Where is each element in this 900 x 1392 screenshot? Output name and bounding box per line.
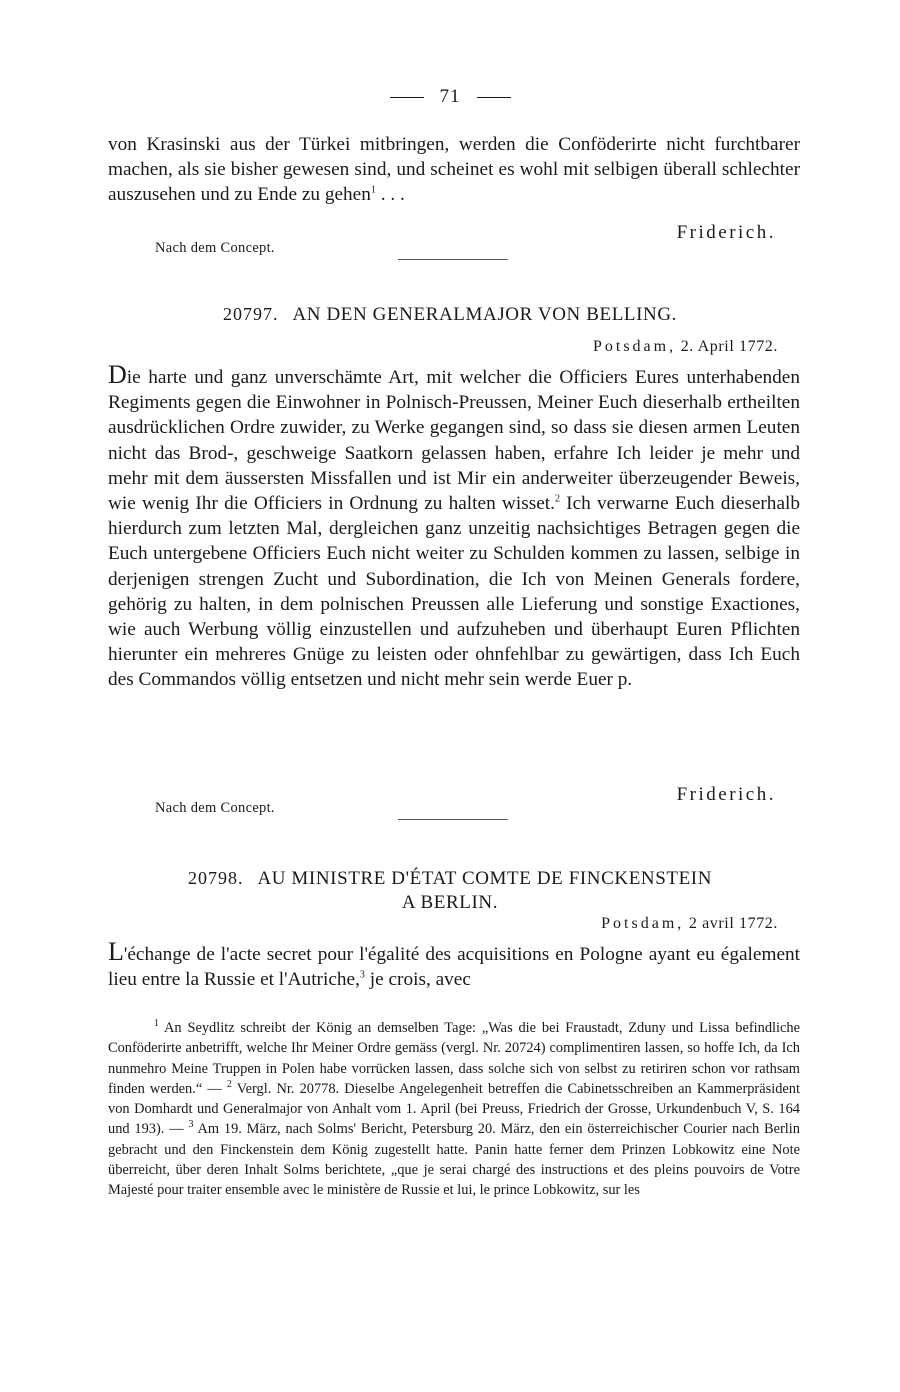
page-number-value: 71: [439, 86, 461, 107]
source-note-2: Nach dem Concept.: [155, 800, 275, 816]
dateline-date-20797: 2. April 1772.: [680, 338, 778, 355]
footnotes: [108, 1018, 800, 1201]
footnote-mark-3: 3: [188, 1119, 194, 1131]
dropcap-20797: D: [108, 360, 127, 389]
footnote-ref-1: 1: [370, 184, 376, 196]
continued-paragraph-text: von Krasinski aus der Türkei mitbringen, werden die Conföderirte nicht furchtbarer machen, als sie bisher gewesen sind, und scheinet es wohl mit selbigen überall schlechter auszusehen und zu Ende zu gehen: [108, 134, 800, 206]
separator-rule-2: [398, 819, 508, 820]
continued-paragraph: [108, 132, 800, 208]
footnote-text-1: An Seydlitz schreibt der König an demselben Tage: „Was die bei Fraustadt, Zduny und Lissa befindliche Conföderirte anbetrifft, welche Ihr Meiner Ordre gemäss (vergl. Nr. 20724) complimentiren lassen, so hoffe Ich, da Ich nunmehro Meine Truppen in Polen habe vorrücken lassen, dass solche sich von selbst zu retiriren schon vor rathsam finden werden.“ —: [108, 1020, 800, 1097]
footnote-text-2: Vergl. Nr. 20778. Dieselbe Angelegenheit betreffen die Cabinetsschreiben an Kammerpräsident von Domhardt und Generalmajor von Anhalt vom 1. April (bei Preuss, Friedrich der Grosse, Urkundenbuch V, S. 164 und 193). —: [108, 1080, 800, 1138]
dateline-place-20797: Potsdam,: [592, 338, 677, 355]
page-number: [0, 86, 900, 108]
letter-body-20798-part-2: je crois, avec: [369, 969, 471, 991]
footnote-mark-1: 1: [154, 1018, 159, 1030]
source-note-1: Nach dem Concept.: [155, 240, 275, 256]
letter-addressee-20798-line-1: AU MINISTRE D'ÉTAT COMTE DE FINCKENSTEIN: [257, 868, 713, 889]
footnote-mark-2: 2: [226, 1079, 232, 1091]
footnote-ref-3: 3: [359, 969, 365, 981]
letter-body-20798-part-1: 'échange de l'acte secret pour l'égalité des acquisitions en Pologne ayant eu également lieu entre la Russie et l'Autriche,: [108, 944, 800, 991]
dateline-20798: [601, 915, 778, 933]
signature-2: Friderich.: [676, 784, 776, 805]
separator-rule-1: [398, 259, 508, 260]
letter-heading-20797: [0, 304, 900, 326]
letter-body-20797: [108, 360, 800, 693]
footnote-text-3: Am 19. März, nach Solms' Bericht, Petersburg 20. März, den ein österreichischer Courier nach Berlin gebracht und den Finckenstein dem König zugestellt hatte. Panin hatte ferner dem Prinzen Lobkowitz eine Note überreicht, über deren Inhalt Solms berichtete, „que je serai chargé des instructions et des pleins pouvoirs de Votre Majesté pour traiter ensemble avec le ministère de Russie et lui, le prince Lobkowitz, sur les: [108, 1121, 800, 1199]
letter-heading-20798: [0, 868, 900, 890]
signature-1: Friderich.: [676, 222, 776, 243]
letter-heading-20798-line-2: [0, 892, 900, 914]
dateline-place-20798: Potsdam,: [601, 915, 685, 932]
letter-body-20798: [108, 937, 800, 992]
letter-body-20797-part-1: ie harte und ganz unverschämte Art, mit welcher die Officiers Eures unterhabenden Regiments gegen die Einwohner in Polnisch-Preussen, Meiner Euch dieserhalb ertheilten ausdrücklichen Ordre zuwider, zu Werke gegangen sind, so dass sie diesen armen Leuten nicht das Brod-, geschweige Saatkorn gelassen haben, erfahre Ich leider je mehr und mehr mit dem äussersten Missfallen und ist Mir ein anderweiter überzeugender Beweis, wie wenig Ihr die Officiers in Ordnung zu halten wisset.: [108, 367, 800, 515]
letter-number-20797: 20797.: [222, 304, 279, 324]
ellipsis: . . .: [380, 184, 405, 206]
page-number-dash-right: [477, 97, 511, 98]
letter-addressee-20797: AN DEN GENERALMAJOR VON BELLING.: [292, 304, 678, 325]
letter-number-20798: 20798.: [187, 868, 244, 888]
page-number-dash-left: [390, 97, 424, 98]
letter-addressee-20798-line-2: A BERLIN.: [401, 892, 499, 913]
dateline-date-20798: 2 avril 1772.: [688, 915, 778, 932]
dateline-20797: [593, 338, 778, 356]
dropcap-20798: L: [108, 937, 124, 966]
footnote-ref-2: 2: [554, 493, 560, 505]
letter-body-20797-part-2: Ich verwarne Euch dieserhalb hierdurch zum letzten Mal, dergleichen ganz unzeitig nachsichtiges Betragen gegen die Euch untergebene Officiers Euch nicht weiter zu Schulden kommen zu lassen, selbige in derjenigen strengen Zucht und Subordination, die Ich von Meinen Generals fordere, gehörig zu halten, in dem polnischen Preussen alle Lieferung und sonstige Exactiones, wie auch Werbung völlig einzustellen und aufzuheben und überhaupt Euren Pflichten hierunter ein mehreres Gnüge zu leisten oder ohnfehlbar zu gewärtigen, dass Ich Euch des Commandos völlig entsetzen und nicht mehr sein werde Euer p.: [108, 493, 800, 691]
